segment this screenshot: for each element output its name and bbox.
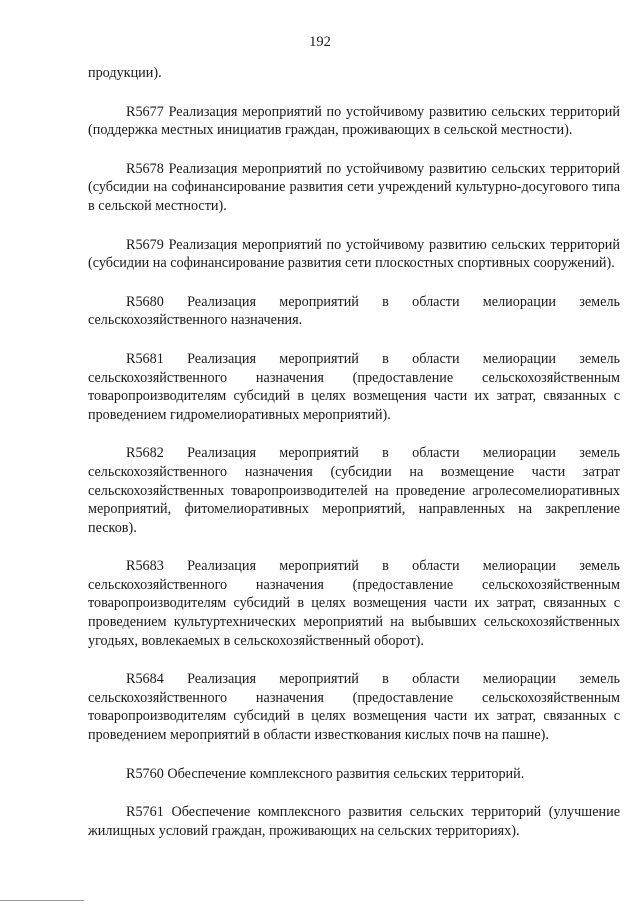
footer-rule [0, 900, 84, 901]
paragraph-r5681: R5681 Реализация мероприятий в области мелиорации земель сельскохозяйственного назначения (предоставление сельскохозяйственным товаропроизводителям субсидий в целях возмещения части их затрат, связанных с проведением гидромелиоративных мероприятий). [88, 350, 620, 423]
paragraph-r5761: R5761 Обеспечение комплексного развития сельских территорий (улучшение жилищных условий граждан, проживающих на сельских территориях). [88, 804, 620, 839]
paragraph-r5677: R5677 Реализация мероприятий по устойчивому развитию сельских территорий (поддержка местных инициатив граждан, проживающих в сельской местности). [88, 103, 620, 139]
paragraph-r5682: R5682 Реализация мероприятий в области мелиорации земель сельскохозяйственного назначения (субсидии на возмещение части затрат сельскохозяйственных товаропроизводителей на проведение агролесомелиоративных мероприятий, фитомелиоративных мероприятий, направленных на закрепление песков). [88, 445, 620, 536]
document-body [88, 64, 620, 860]
paragraph-continuation: продукции). [88, 65, 162, 81]
page-number: 192 [309, 34, 331, 50]
paragraph-r5760: R5760 Обеспечение комплексного развития сельских территорий. [126, 765, 525, 782]
paragraph-r5684: R5684 Реализация мероприятий в области мелиорации земель сельскохозяйственного назначения (предоставление сельскохозяйственным товаропроизводителям субсидий в целях возмещения части их затрат, связанных с проведением мероприятий в области известкования кислых почв на пашне). [88, 671, 620, 744]
paragraph-r5683: R5683 Реализация мероприятий в области мелиорации земель сельскохозяйственного назначения (предоставление сельскохозяйственным товаропроизводителям субсидий в целях возмещения части их затрат, связанных с проведением культуртехнических мероприятий на выбывших сельскохозяйственных угодьях, вовлекаемых в сельскохозяйственный оборот). [88, 558, 620, 649]
paragraph-r5679: R5679 Реализация мероприятий по устойчивому развитию сельских территорий (субсидии на софинансирование развития сети плоскостных спортивных сооружений). [88, 236, 620, 272]
paragraph-r5680: R5680 Реализация мероприятий в области мелиорации земель сельскохозяйственного назначения. [88, 293, 620, 329]
paragraph-r5678: R5678 Реализация мероприятий по устойчивому развитию сельских территорий (субсидии на софинансирование развития сети учреждений культурно-досугового типа в сельской местности). [88, 160, 620, 214]
